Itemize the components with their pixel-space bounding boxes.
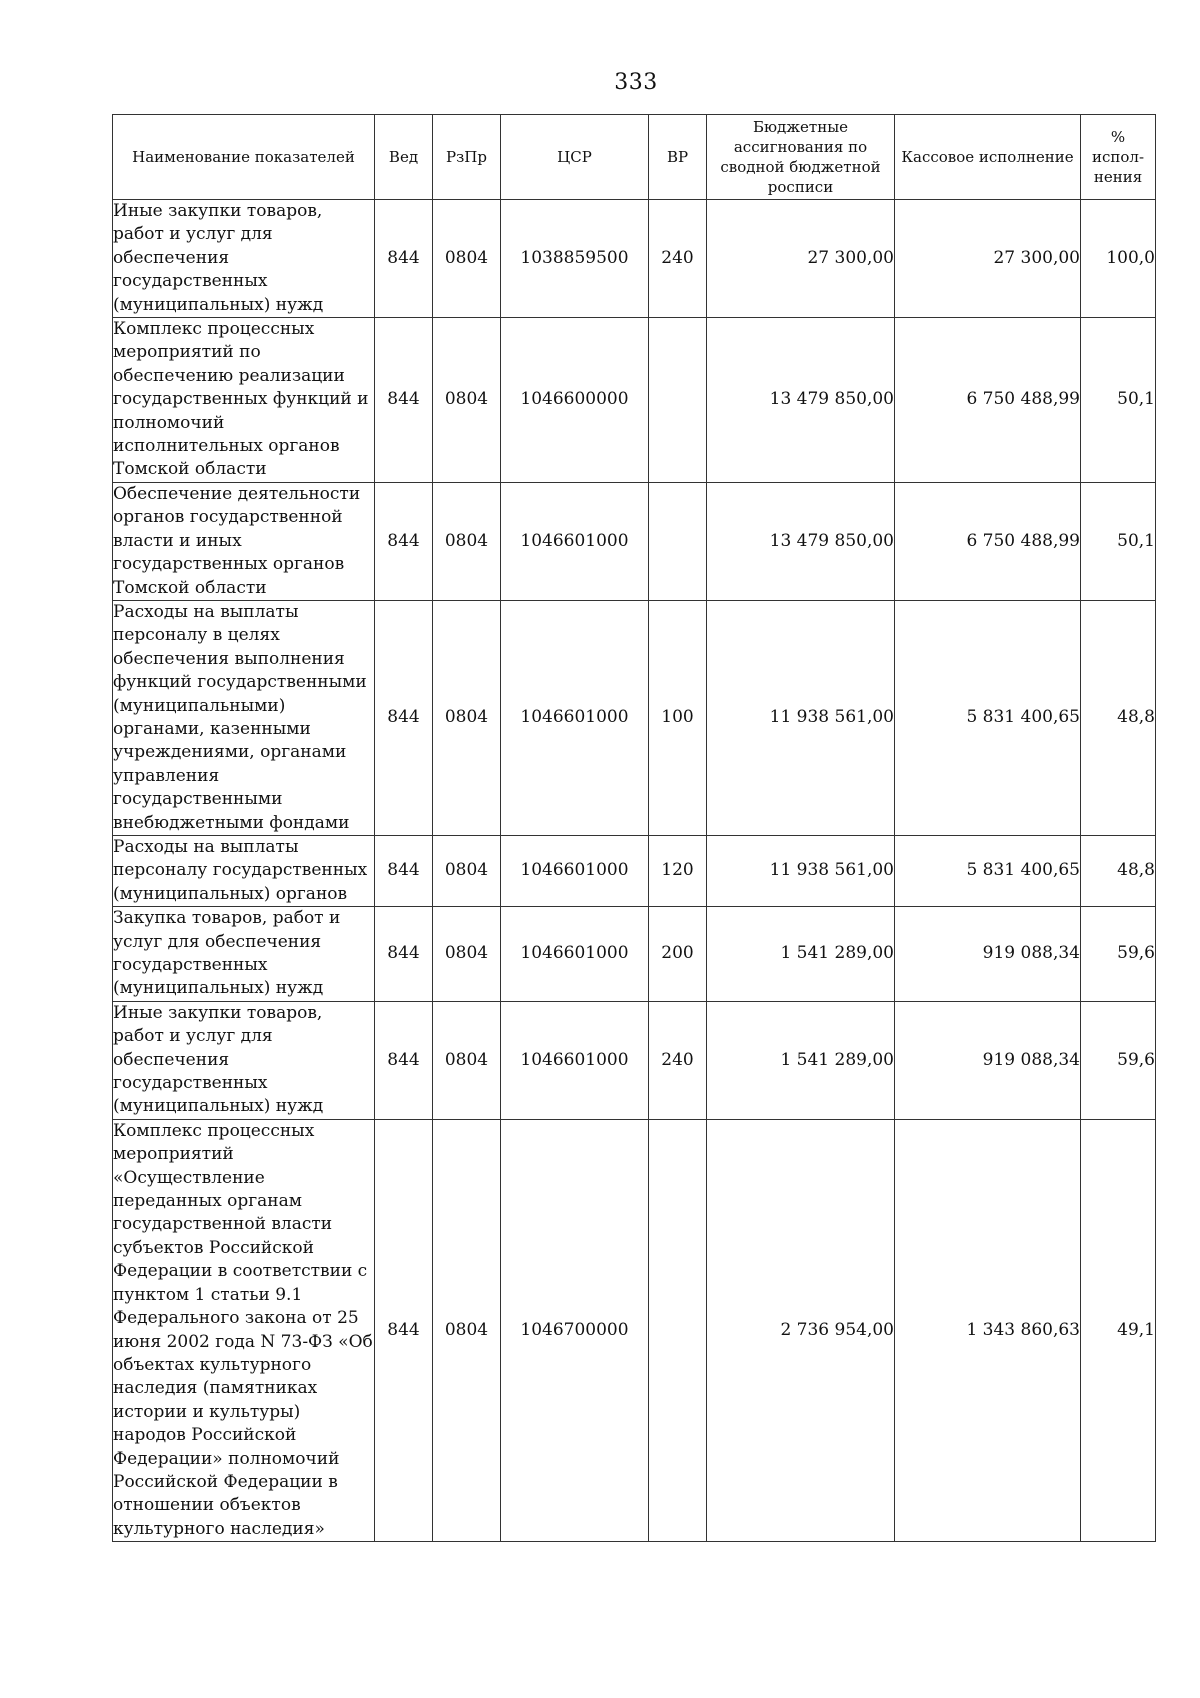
cell-csr: 1046601000 xyxy=(501,835,649,906)
cell-percent: 48,8 xyxy=(1081,835,1156,906)
cell-vr: 100 xyxy=(649,600,707,835)
budget-execution-table xyxy=(112,114,1156,1542)
header-percent: % испол-нения xyxy=(1081,115,1156,200)
cell-percent: 50,1 xyxy=(1081,318,1156,483)
cell-rzpr: 0804 xyxy=(433,600,501,835)
cell-ved: 844 xyxy=(375,600,433,835)
table-header-row xyxy=(113,115,1156,200)
cell-percent: 48,8 xyxy=(1081,600,1156,835)
cell-percent: 50,1 xyxy=(1081,482,1156,600)
cell-cash: 5 831 400,65 xyxy=(895,600,1081,835)
cell-vr xyxy=(649,482,707,600)
header-rzpr: РзПр xyxy=(433,115,501,200)
cell-name: Расходы на выплаты персоналу государственных (муниципальных) органов xyxy=(113,835,375,906)
cell-planned: 1 541 289,00 xyxy=(707,1001,895,1119)
cell-vr: 200 xyxy=(649,907,707,1002)
cell-name: Закупка товаров, работ и услуг для обеспечения государственных (муниципальных) нужд xyxy=(113,907,375,1002)
table-row xyxy=(113,600,1156,835)
cell-percent: 100,0 xyxy=(1081,200,1156,318)
cell-vr xyxy=(649,318,707,483)
cell-rzpr: 0804 xyxy=(433,835,501,906)
cell-name: Расходы на выплаты персоналу в целях обеспечения выполнения функций государственными (муниципальными) органами, казенными учреждениями, органами управления государственными внебюджетными фондами xyxy=(113,600,375,835)
cell-csr: 1046601000 xyxy=(501,600,649,835)
cell-ved: 844 xyxy=(375,318,433,483)
cell-planned: 27 300,00 xyxy=(707,200,895,318)
cell-name: Комплекс процессных мероприятий по обеспечению реализации государственных функций и полномочий исполнительных органов Томской области xyxy=(113,318,375,483)
cell-cash: 919 088,34 xyxy=(895,907,1081,1002)
header-name: Наименование показателей xyxy=(113,115,375,200)
cell-percent: 49,1 xyxy=(1081,1119,1156,1541)
cell-planned: 1 541 289,00 xyxy=(707,907,895,1002)
cell-name: Иные закупки товаров, работ и услуг для обеспечения государственных (муниципальных) нужд xyxy=(113,1001,375,1119)
table-row xyxy=(113,200,1156,318)
cell-name: Иные закупки товаров, работ и услуг для обеспечения государственных (муниципальных) нужд xyxy=(113,200,375,318)
cell-name: Комплекс процессных мероприятий «Осуществление переданных органам государственной власти субъектов Российской Федерации в соответствии с пунктом 1 статьи 9.1 Федерального закона от 25 июня 2002 года N 73-ФЗ «Об объектах культурного наследия (памятниках истории и культуры) народов Российской Федерации» полномочий Российской Федерации в отношении объектов культурного наследия» xyxy=(113,1119,375,1541)
cell-planned: 11 938 561,00 xyxy=(707,600,895,835)
cell-planned: 2 736 954,00 xyxy=(707,1119,895,1541)
cell-name: Обеспечение деятельности органов государственной власти и иных государственных органов Томской области xyxy=(113,482,375,600)
cell-vr: 240 xyxy=(649,1001,707,1119)
cell-rzpr: 0804 xyxy=(433,482,501,600)
cell-percent: 59,6 xyxy=(1081,1001,1156,1119)
cell-csr: 1046601000 xyxy=(501,1001,649,1119)
cell-cash: 1 343 860,63 xyxy=(895,1119,1081,1541)
header-ved: Вед xyxy=(375,115,433,200)
cell-cash: 919 088,34 xyxy=(895,1001,1081,1119)
cell-percent: 59,6 xyxy=(1081,907,1156,1002)
cell-ved: 844 xyxy=(375,482,433,600)
cell-rzpr: 0804 xyxy=(433,1119,501,1541)
cell-rzpr: 0804 xyxy=(433,318,501,483)
table-row xyxy=(113,907,1156,1002)
cell-csr: 1046601000 xyxy=(501,482,649,600)
cell-vr: 240 xyxy=(649,200,707,318)
cell-ved: 844 xyxy=(375,835,433,906)
cell-ved: 844 xyxy=(375,907,433,1002)
cell-cash: 6 750 488,99 xyxy=(895,318,1081,483)
cell-planned: 13 479 850,00 xyxy=(707,482,895,600)
cell-planned: 11 938 561,00 xyxy=(707,835,895,906)
cell-ved: 844 xyxy=(375,1001,433,1119)
cell-rzpr: 0804 xyxy=(433,1001,501,1119)
cell-csr: 1046601000 xyxy=(501,907,649,1002)
table-row xyxy=(113,482,1156,600)
cell-vr: 120 xyxy=(649,835,707,906)
header-csr: ЦСР xyxy=(501,115,649,200)
cell-planned: 13 479 850,00 xyxy=(707,318,895,483)
cell-rzpr: 0804 xyxy=(433,907,501,1002)
cell-cash: 6 750 488,99 xyxy=(895,482,1081,600)
table-row xyxy=(113,1001,1156,1119)
cell-csr: 1038859500 xyxy=(501,200,649,318)
header-cash: Кассовое исполнение xyxy=(895,115,1081,200)
cell-ved: 844 xyxy=(375,1119,433,1541)
table-row xyxy=(113,1119,1156,1541)
page-number: 333 xyxy=(614,70,658,95)
cell-vr xyxy=(649,1119,707,1541)
cell-csr: 1046700000 xyxy=(501,1119,649,1541)
header-vr: ВР xyxy=(649,115,707,200)
table-row xyxy=(113,835,1156,906)
cell-cash: 27 300,00 xyxy=(895,200,1081,318)
cell-ved: 844 xyxy=(375,200,433,318)
cell-rzpr: 0804 xyxy=(433,200,501,318)
header-planned: Бюджетные ассигнования по сводной бюджетной росписи xyxy=(707,115,895,200)
table-row xyxy=(113,318,1156,483)
cell-csr: 1046600000 xyxy=(501,318,649,483)
cell-cash: 5 831 400,65 xyxy=(895,835,1081,906)
